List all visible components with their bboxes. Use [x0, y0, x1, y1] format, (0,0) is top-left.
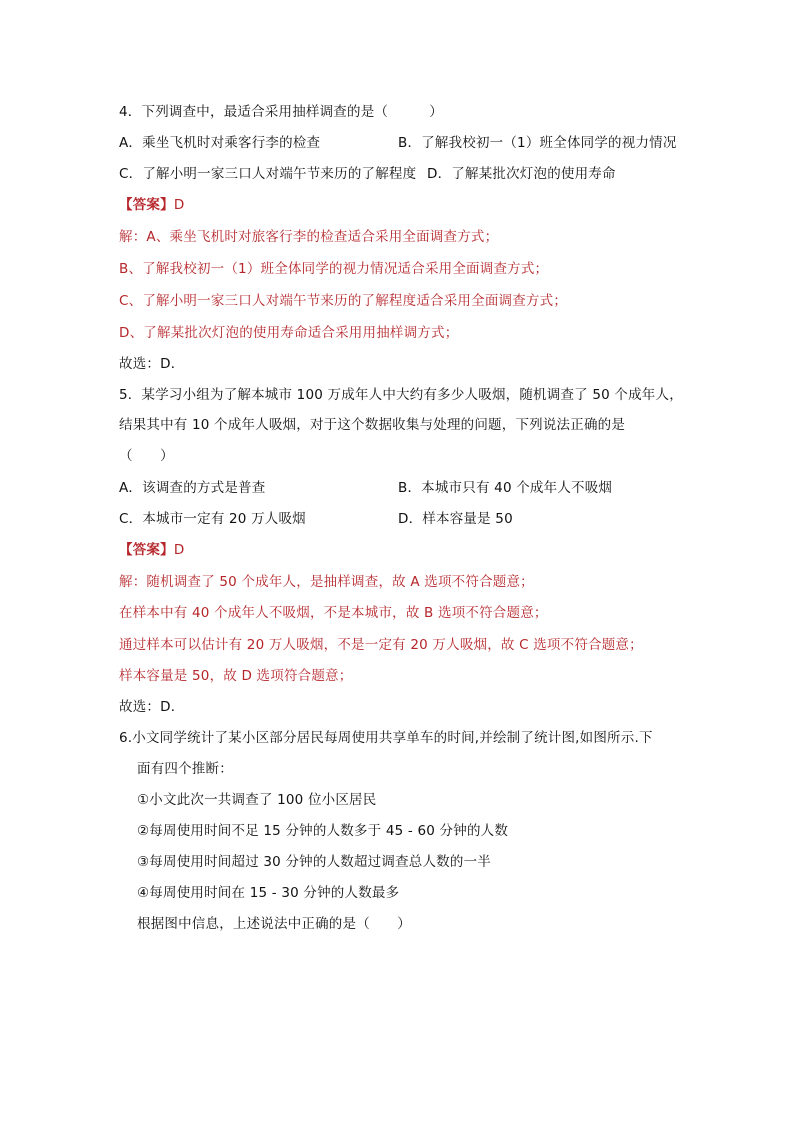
q4-option-c: C．了解小明一家三口人对端午节来历的了解程度 — [119, 166, 417, 182]
q6-stem-line1: 6.小文同学统计了某小区部分居民每周使用共享单车的时间,并绘制了统计图,如图所示.下 — [119, 730, 653, 746]
q4-explanation-line: 解：A、乘坐飞机时对旅客行李的检查适合采用全面调查方式； — [119, 229, 499, 245]
q5-explanation-line: 解：随机调查了 50 个成年人，是抽样调查，故 A 选项不符合题意； — [119, 574, 534, 590]
q4-explanation-line: D、了解某批次灯泡的使用寿命适合采用用抽样调方式； — [119, 325, 459, 341]
q5-option-a: A．该调查的方式是普查 — [119, 480, 266, 496]
answer-label: 【答案】 — [119, 542, 174, 558]
q4-explanation-line: B、了解我校初一（1）班全体同学的视力情况适合采用全面调查方式； — [119, 261, 549, 277]
q5-option-d: D．样本容量是 50 — [398, 511, 513, 527]
answer-value: D — [173, 542, 185, 558]
q6-inference: ②每周使用时间不足 15 分钟的人数多于 45 - 60 分钟的人数 — [137, 823, 509, 839]
q5-option-c: C．本城市一定有 20 万人吸烟 — [119, 511, 306, 527]
q5-conclusion: 故选：D． — [119, 699, 185, 715]
q4-option-b: B．了解我校初一（1）班全体同学的视力情况 — [398, 135, 677, 151]
answer-label: 【答案】 — [119, 197, 174, 213]
q4-option-d: D．了解某批次灯泡的使用寿命 — [427, 166, 616, 182]
q4-option-a: A．乘坐飞机时对乘客行李的检查 — [119, 135, 321, 151]
q6-inference: ①小文此次一共调查了 100 位小区居民 — [137, 792, 377, 808]
q5-answer — [119, 541, 184, 559]
q5-stem-line2: 结果其中有 10 个成年人吸烟，对于这个数据收集与处理的问题，下列说法正确的是 — [119, 417, 626, 433]
q5-stem-line1: 5．某学习小组为了解本城市 100 万成年人中大约有多少人吸烟，随机调查了 50 个成年人， — [119, 387, 683, 403]
q6-stem-line2: 面有四个推断： — [137, 761, 233, 777]
q6-inference: ③每周使用时间超过 30 分钟的人数超过调查总人数的一半 — [137, 854, 491, 870]
q5-explanation-line: 样本容量是 50，故 D 选项符合题意； — [119, 668, 353, 684]
q4-explanation-line: C、了解小明一家三口人对端午节来历的了解程度适合采用全面调查方式； — [119, 293, 568, 309]
q5-stem-line3: （ ） — [119, 448, 174, 464]
q4-conclusion: 故选：D． — [119, 356, 185, 372]
q5-explanation-line: 在样本中有 40 个成年人不吸烟，不是本城市，故 B 选项不符合题意； — [119, 605, 548, 621]
answer-value: D — [173, 197, 185, 213]
q4-answer — [119, 196, 184, 214]
q6-inference: ④每周使用时间在 15 - 30 分钟的人数最多 — [137, 885, 400, 901]
q5-option-b: B．本城市只有 40 个成年人不吸烟 — [398, 480, 613, 496]
q6-prompt: 根据图中信息，上述说法中正确的是（ ） — [137, 916, 411, 932]
q5-explanation-line: 通过样本可以估计有 20 万人吸烟，不是一定有 20 万人吸烟，故 C 选项不符合题意； — [119, 637, 643, 653]
q4-stem: 4．下列调查中，最适合采用抽样调查的是（ ） — [119, 104, 443, 120]
